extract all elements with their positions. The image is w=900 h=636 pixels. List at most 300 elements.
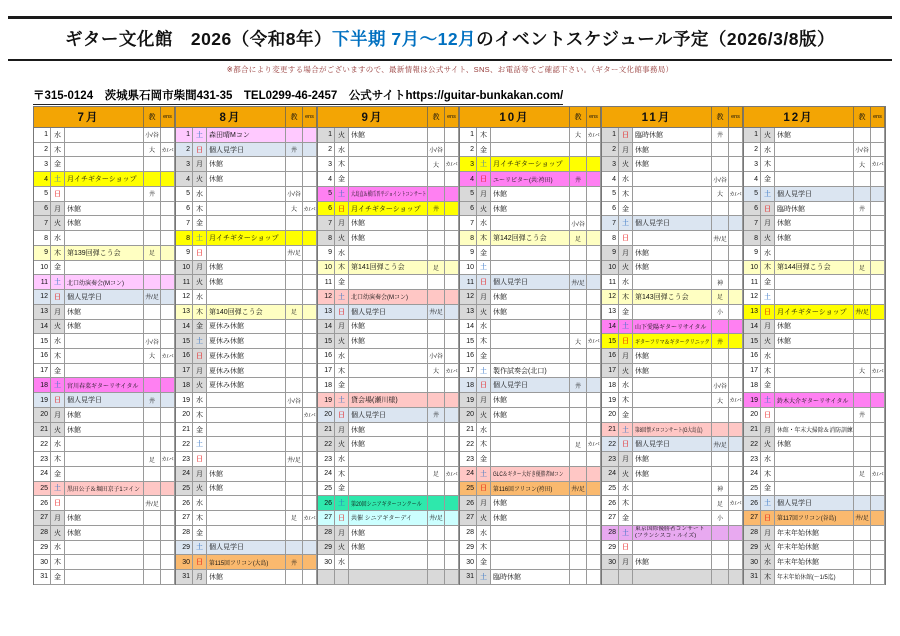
weekday-cell: 火 — [193, 275, 207, 290]
teacher-cell — [570, 511, 587, 526]
weekday-cell: 火 — [193, 172, 207, 187]
weekday-cell: 水 — [51, 334, 65, 349]
day-row — [318, 157, 459, 172]
day-row — [460, 511, 601, 526]
teacher-cell: 小/谷 — [286, 393, 303, 408]
weekday-cell: 木 — [477, 231, 491, 246]
day-cell: 11 — [744, 275, 761, 290]
teacher-cell — [428, 290, 445, 305]
event-cell — [207, 290, 286, 305]
event-cell: 個人見学日 — [491, 378, 570, 393]
event-cell — [491, 334, 570, 349]
ensemble-cell — [445, 231, 459, 246]
day-cell: 3 — [744, 157, 761, 172]
ensemble-cell — [161, 261, 175, 276]
day-row — [318, 216, 459, 231]
day-cell: 23 — [602, 452, 619, 467]
day-cell: 3 — [34, 157, 51, 172]
day-cell: 21 — [602, 423, 619, 438]
teacher-cell: 井/足 — [570, 275, 587, 290]
event-cell: 年末年始休館 — [775, 555, 854, 570]
teacher-cell — [286, 290, 303, 305]
day-cell: 21 — [460, 423, 477, 438]
event-cell — [775, 378, 854, 393]
teacher-cell — [712, 364, 729, 379]
day-row — [318, 526, 459, 541]
day-cell: 19 — [176, 393, 193, 408]
day-row — [176, 482, 317, 497]
day-row — [34, 290, 175, 305]
event-cell: 臨時休館 — [491, 570, 570, 585]
day-cell: 30 — [460, 555, 477, 570]
ensemble-cell — [445, 408, 459, 423]
event-cell — [633, 334, 712, 349]
event-cell — [349, 482, 428, 497]
day-row — [744, 467, 885, 482]
weekday-cell: 水 — [761, 452, 775, 467]
day-row — [176, 246, 317, 261]
event-cell — [491, 437, 570, 452]
day-row — [34, 157, 175, 172]
teacher-cell — [428, 334, 445, 349]
ensemble-cell — [729, 320, 743, 335]
event-label: 休館・年末大掃除＆消防訓練 — [777, 428, 853, 435]
day-cell: 13 — [318, 305, 335, 320]
day-row — [34, 423, 175, 438]
weekday-cell: 金 — [335, 172, 349, 187]
day-cell: 5 — [34, 187, 51, 202]
day-cell: 8 — [744, 231, 761, 246]
weekday-cell: 土 — [477, 570, 491, 585]
teacher-cell — [144, 570, 161, 585]
event-cell: 第140回弾こう会 — [207, 305, 286, 320]
day-row — [34, 246, 175, 261]
event-cell: 休館 — [349, 437, 428, 452]
day-row — [176, 187, 317, 202]
teacher-cell — [570, 290, 587, 305]
day-cell: 11 — [176, 275, 193, 290]
weekday-cell: 木 — [477, 437, 491, 452]
event-cell — [349, 246, 428, 261]
ensemble-cell — [303, 187, 317, 202]
ensemble-cell — [587, 261, 601, 276]
ensemble-cell — [161, 231, 175, 246]
day-row — [34, 202, 175, 217]
weekday-cell: 金 — [477, 555, 491, 570]
ensemble-cell — [871, 570, 885, 585]
ensemble-cell — [729, 467, 743, 482]
teacher-cell — [712, 467, 729, 482]
weekday-cell: 火 — [619, 157, 633, 172]
event-cell — [207, 496, 286, 511]
teacher-cell: 足 — [570, 231, 587, 246]
weekday-cell: 木 — [51, 143, 65, 158]
weekday-cell: 木 — [193, 408, 207, 423]
day-cell: 17 — [318, 364, 335, 379]
ensemble-cell — [161, 482, 175, 497]
day-cell: 10 — [34, 261, 51, 276]
day-row — [176, 467, 317, 482]
teacher-cell: 大 — [286, 202, 303, 217]
ensemble-cell — [303, 320, 317, 335]
weekday-cell: 木 — [51, 555, 65, 570]
day-row — [744, 452, 885, 467]
day-row — [460, 320, 601, 335]
ensemble-cell — [445, 511, 459, 526]
event-cell: 第139回弾こう会 — [65, 246, 144, 261]
day-row — [34, 231, 175, 246]
weekday-cell: 水 — [335, 452, 349, 467]
day-cell: 15 — [176, 334, 193, 349]
weekday-cell: 木 — [761, 467, 775, 482]
day-row — [176, 349, 317, 364]
teacher-cell — [144, 231, 161, 246]
event-cell — [207, 246, 286, 261]
day-cell: 17 — [34, 364, 51, 379]
ensemble-column-header: ens — [303, 107, 317, 128]
ensemble-cell — [729, 511, 743, 526]
teacher-cell — [428, 231, 445, 246]
weekday-cell: 木 — [335, 261, 349, 276]
weekday-cell: 金 — [619, 408, 633, 423]
event-label: 黒田公子＆堀田京子1コイン — [67, 486, 140, 493]
day-cell: 26 — [318, 496, 335, 511]
weekday-cell: 火 — [477, 305, 491, 320]
teacher-cell — [712, 202, 729, 217]
weekday-cell: 木 — [761, 261, 775, 276]
teacher-cell: 足 — [428, 261, 445, 276]
event-cell: 休館 — [349, 526, 428, 541]
ensemble-column-header: ens — [729, 107, 743, 128]
day-cell: 27 — [318, 511, 335, 526]
day-cell: 15 — [460, 334, 477, 349]
event-cell: 休館 — [65, 423, 144, 438]
event-label: 第115回フリコン(大島) — [209, 560, 269, 567]
day-row — [602, 452, 743, 467]
ensemble-cell — [303, 526, 317, 541]
ensemble-cell — [303, 290, 317, 305]
ensemble-cell — [587, 349, 601, 364]
day-row — [34, 408, 175, 423]
day-row — [176, 570, 317, 585]
event-cell: 休館 — [633, 246, 712, 261]
notice-text: ※都合により変更する場合がございますので、最新情報は公式サイト、SNS、お電話等でご確認下さい。（ギター文化館事務局） — [226, 65, 674, 74]
weekday-cell: 金 — [335, 482, 349, 497]
day-row — [318, 349, 459, 364]
ensemble-cell — [871, 526, 885, 541]
teacher-cell — [712, 349, 729, 364]
event-cell — [775, 482, 854, 497]
ensemble-cell — [871, 320, 885, 335]
event-label: 第117回フリコン(谷島) — [777, 516, 837, 523]
day-row — [744, 555, 885, 570]
event-cell — [775, 246, 854, 261]
month-header — [318, 106, 459, 128]
teacher-cell: 大 — [570, 128, 587, 143]
event-cell: 月イチギターショップ — [349, 202, 428, 217]
day-row — [460, 555, 601, 570]
day-row — [460, 334, 601, 349]
weekday-cell: 金 — [477, 246, 491, 261]
weekday-cell: 水 — [335, 555, 349, 570]
event-cell — [349, 570, 428, 585]
ensemble-cell — [303, 246, 317, 261]
ensemble-cell — [871, 452, 885, 467]
weekday-cell: 金 — [761, 275, 775, 290]
ensemble-cell: カ/バ — [871, 364, 885, 379]
teacher-cell: 井 — [712, 128, 729, 143]
day-cell: 28 — [602, 526, 619, 541]
page-title-part1: ギター文化館 2026（令和8年） — [65, 29, 333, 49]
day-row — [318, 408, 459, 423]
weekday-cell: 月 — [51, 305, 65, 320]
weekday-cell: 金 — [761, 378, 775, 393]
teacher-cell — [286, 275, 303, 290]
event-cell — [207, 216, 286, 231]
day-row — [176, 334, 317, 349]
weekday-cell: 月 — [193, 364, 207, 379]
ensemble-cell — [161, 334, 175, 349]
day-row — [602, 570, 743, 585]
ensemble-cell — [303, 172, 317, 187]
event-cell: 休館 — [65, 408, 144, 423]
event-cell: 休館 — [349, 320, 428, 335]
teacher-cell: 足 — [144, 246, 161, 261]
event-cell: 個人見学日 — [775, 187, 854, 202]
day-cell: 28 — [318, 526, 335, 541]
event-cell: 臨時休館 — [775, 202, 854, 217]
weekday-cell: 火 — [619, 467, 633, 482]
event-cell: 休館 — [633, 467, 712, 482]
weekday-cell: 土 — [193, 437, 207, 452]
teacher-cell: 足 — [144, 452, 161, 467]
month-header — [602, 106, 743, 128]
ensemble-cell — [871, 511, 885, 526]
ensemble-cell — [445, 349, 459, 364]
weekday-cell: 土 — [619, 216, 633, 231]
day-cell: 5 — [744, 187, 761, 202]
day-cell: 22 — [460, 437, 477, 452]
event-cell — [65, 541, 144, 556]
weekday-cell: 日 — [619, 334, 633, 349]
ensemble-cell — [303, 143, 317, 158]
event-label: 宮川春菜ギターリサイタル — [67, 383, 139, 390]
day-row — [318, 202, 459, 217]
event-cell — [633, 496, 712, 511]
weekday-cell: 土 — [761, 290, 775, 305]
day-cell: 6 — [744, 202, 761, 217]
day-cell: 8 — [34, 231, 51, 246]
event-cell: 個人見学日 — [207, 143, 286, 158]
day-cell: 14 — [460, 320, 477, 335]
day-row — [34, 187, 175, 202]
teacher-cell: 井/足 — [286, 246, 303, 261]
day-row — [744, 246, 885, 261]
event-cell — [65, 349, 144, 364]
teacher-cell — [286, 570, 303, 585]
teacher-cell — [428, 378, 445, 393]
ensemble-cell — [871, 334, 885, 349]
teacher-cell — [854, 526, 871, 541]
event-cell — [775, 511, 854, 526]
ensemble-cell — [729, 541, 743, 556]
day-cell: 9 — [176, 246, 193, 261]
day-cell: 23 — [34, 452, 51, 467]
day-cell: 15 — [744, 334, 761, 349]
day-cell: 22 — [318, 437, 335, 452]
teacher-cell — [854, 216, 871, 231]
weekday-cell: 土 — [335, 290, 349, 305]
day-cell: 29 — [744, 541, 761, 556]
day-cell: 18 — [318, 378, 335, 393]
weekday-cell: 木 — [477, 541, 491, 556]
day-row — [602, 216, 743, 231]
day-row — [602, 202, 743, 217]
weekday-cell: 木 — [193, 202, 207, 217]
ensemble-cell: カ/バ — [587, 437, 601, 452]
day-cell: 30 — [602, 555, 619, 570]
day-cell: 22 — [744, 437, 761, 452]
day-cell: 9 — [34, 246, 51, 261]
ensemble-cell — [303, 423, 317, 438]
ensemble-cell — [303, 364, 317, 379]
month-title: 11月 — [602, 107, 712, 128]
ensemble-cell — [303, 482, 317, 497]
day-row — [460, 290, 601, 305]
ensemble-cell — [729, 570, 743, 585]
weekday-cell: 火 — [51, 526, 65, 541]
event-cell — [207, 555, 286, 570]
weekday-cell: 水 — [761, 349, 775, 364]
title-band — [8, 16, 892, 61]
event-cell: 個人見学日 — [349, 305, 428, 320]
ensemble-cell — [729, 128, 743, 143]
day-cell: 7 — [176, 216, 193, 231]
day-row — [602, 246, 743, 261]
day-row — [744, 305, 885, 320]
event-cell — [65, 378, 144, 393]
weekday-cell: 水 — [477, 320, 491, 335]
event-cell — [491, 261, 570, 276]
weekday-cell: 日 — [51, 393, 65, 408]
ensemble-cell — [729, 261, 743, 276]
ensemble-cell: カ/バ — [729, 393, 743, 408]
day-cell: 18 — [34, 378, 51, 393]
day-cell: 1 — [744, 128, 761, 143]
event-cell: 休館 — [207, 482, 286, 497]
day-row — [34, 555, 175, 570]
event-cell — [491, 482, 570, 497]
day-cell: 16 — [176, 349, 193, 364]
event-cell: 月イチギターショップ — [775, 305, 854, 320]
event-cell — [349, 172, 428, 187]
event-cell — [65, 364, 144, 379]
teacher-cell — [854, 423, 871, 438]
ensemble-cell: カ/バ — [303, 511, 317, 526]
event-cell — [65, 555, 144, 570]
day-row — [460, 275, 601, 290]
weekday-cell: 土 — [477, 157, 491, 172]
event-cell: 休館 — [207, 261, 286, 276]
day-row — [460, 128, 601, 143]
teacher-column-header: 教 — [428, 107, 445, 128]
teacher-cell — [286, 496, 303, 511]
weekday-cell: 木 — [761, 570, 775, 585]
teacher-cell — [854, 290, 871, 305]
day-row — [602, 555, 743, 570]
day-row — [318, 231, 459, 246]
weekday-cell: 日 — [619, 231, 633, 246]
ensemble-cell — [729, 231, 743, 246]
ensemble-cell — [303, 157, 317, 172]
weekday-cell: 月 — [335, 216, 349, 231]
event-cell — [775, 364, 854, 379]
address-row — [33, 86, 563, 105]
day-cell: 20 — [460, 408, 477, 423]
ensemble-cell — [445, 541, 459, 556]
day-cell: 24 — [744, 467, 761, 482]
ensemble-cell — [871, 172, 885, 187]
teacher-cell — [144, 157, 161, 172]
ensemble-cell — [729, 246, 743, 261]
event-cell — [207, 202, 286, 217]
day-cell: 2 — [460, 143, 477, 158]
day-row — [460, 378, 601, 393]
event-cell — [491, 172, 570, 187]
teacher-cell — [286, 231, 303, 246]
weekday-cell: 土 — [761, 187, 775, 202]
weekday-cell: 日 — [51, 290, 65, 305]
event-cell: 休館 — [491, 408, 570, 423]
ensemble-cell — [729, 408, 743, 423]
day-row — [34, 482, 175, 497]
teacher-cell — [570, 526, 587, 541]
ensemble-cell — [445, 378, 459, 393]
event-cell — [207, 526, 286, 541]
teacher-cell — [286, 320, 303, 335]
event-cell — [775, 570, 854, 585]
teacher-cell — [144, 261, 161, 276]
day-row — [34, 378, 175, 393]
teacher-cell — [144, 172, 161, 187]
teacher-cell — [854, 275, 871, 290]
weekday-cell: 火 — [761, 231, 775, 246]
teacher-cell: 足 — [570, 437, 587, 452]
day-cell: 28 — [744, 526, 761, 541]
ensemble-cell — [445, 261, 459, 276]
teacher-cell — [286, 157, 303, 172]
month-column — [317, 106, 459, 585]
ensemble-cell — [445, 320, 459, 335]
ensemble-cell — [303, 349, 317, 364]
ensemble-cell — [587, 467, 601, 482]
teacher-cell: 井 — [712, 334, 729, 349]
weekday-cell: 火 — [335, 231, 349, 246]
event-cell — [633, 172, 712, 187]
teacher-column-header: 教 — [712, 107, 729, 128]
teacher-cell — [570, 467, 587, 482]
teacher-cell: 足 — [854, 261, 871, 276]
ensemble-cell — [871, 187, 885, 202]
day-cell: 5 — [460, 187, 477, 202]
teacher-cell: 小/谷 — [570, 216, 587, 231]
teacher-cell — [144, 526, 161, 541]
event-label: 共催 シニアギターデイ — [351, 516, 412, 523]
day-row — [460, 157, 601, 172]
day-cell: 18 — [176, 378, 193, 393]
day-cell: 16 — [318, 349, 335, 364]
teacher-cell: 井/足 — [428, 305, 445, 320]
